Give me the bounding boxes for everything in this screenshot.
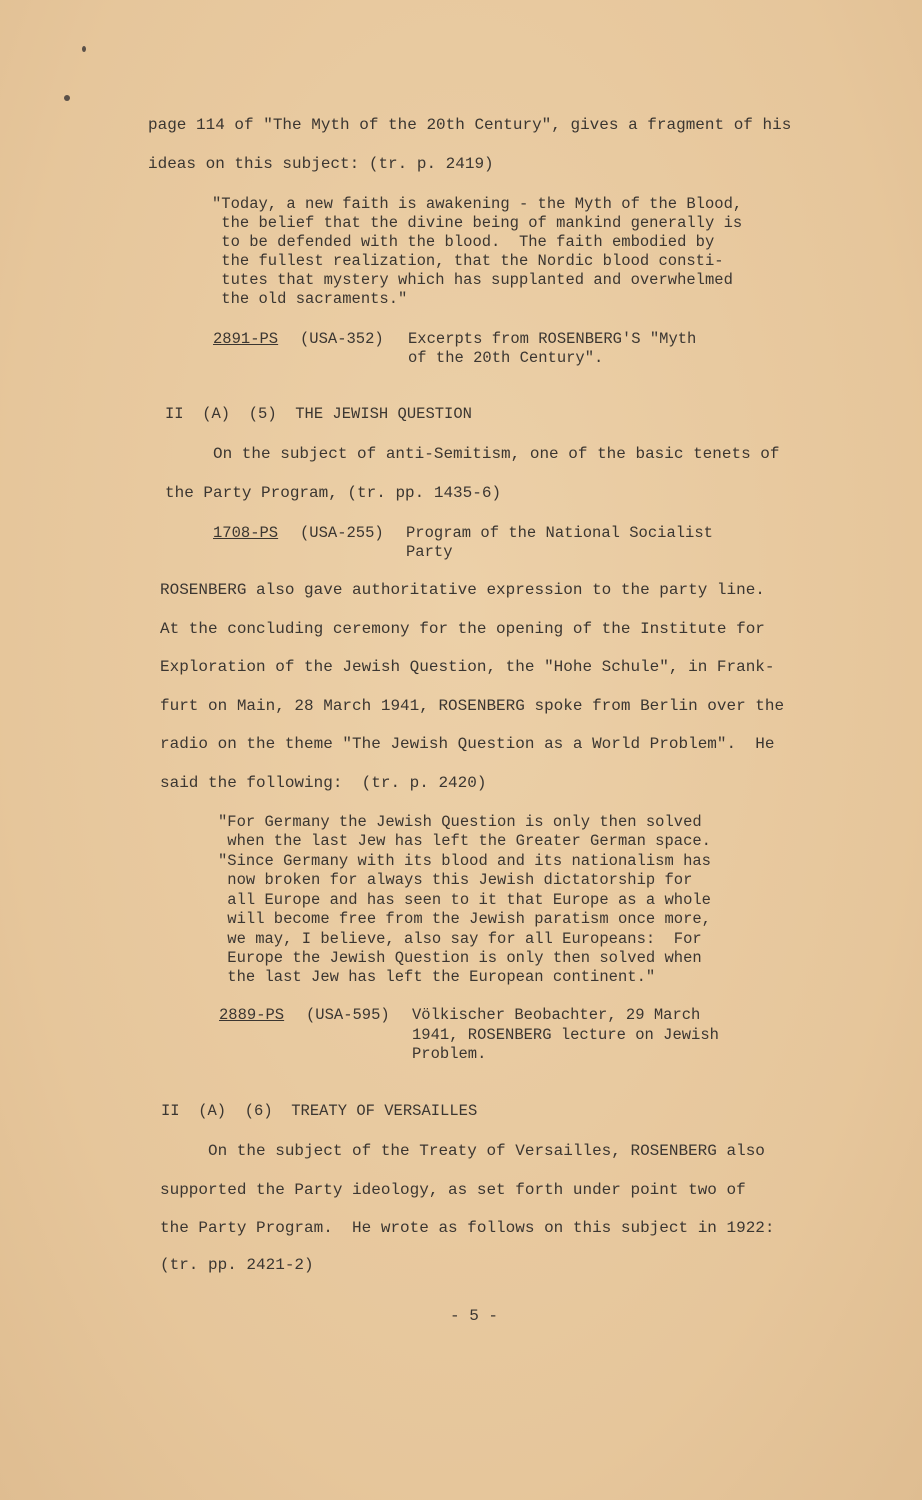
quote-line: "Since Germany with its blood and its nationalism has — [218, 852, 711, 870]
citation-text: Problem. — [412, 1045, 487, 1063]
quote-line: to be defended with the blood. The faith embodied by — [212, 233, 715, 251]
quote-line: now broken for always this Jewish dictatorship for — [218, 871, 693, 889]
exhibit-number: (USA-352) — [300, 330, 384, 348]
paragraph-line: radio on the theme "The Jewish Question as a World Problem". He — [160, 735, 775, 753]
paragraph-line: the Party Program, (tr. pp. 1435-6) — [165, 484, 502, 502]
intro-line: ideas on this subject: (tr. p. 2419) — [148, 155, 494, 173]
citation-text: 1941, ROSENBERG lecture on Jewish — [412, 1026, 719, 1044]
quote-line: "For Germany the Jewish Question is only then solved — [218, 813, 702, 831]
citation-text: Party — [406, 543, 453, 561]
quote-line: the old sacraments." — [212, 290, 408, 308]
exhibit-number: (USA-595) — [306, 1006, 390, 1024]
quote-line: the fullest realization, that the Nordic blood consti- — [212, 252, 724, 270]
paragraph-line: supported the Party ideology, as set forth under point two of — [160, 1181, 746, 1199]
exhibit-number: (USA-255) — [300, 524, 384, 542]
ink-mark — [82, 46, 86, 52]
page-number: - 5 - — [450, 1307, 499, 1325]
paragraph-line: said the following: (tr. p. 2420) — [160, 774, 487, 792]
document-reference: 1708-PS — [213, 524, 279, 542]
paragraph-line: At the concluding ceremony for the opening of the Institute for — [160, 620, 765, 638]
citation-text: of the 20th Century". — [408, 349, 604, 367]
citation-text: Program of the National Socialist — [406, 524, 713, 542]
quote-line: will become free from the Jewish paratism once more, — [218, 910, 711, 928]
ink-mark — [64, 95, 70, 101]
paragraph-line: (tr. pp. 2421-2) — [160, 1256, 314, 1274]
paragraph-line: On the subject of anti-Semitism, one of the basic tenets of — [213, 445, 780, 463]
quote-line: tutes that mystery which has supplanted and overwhelmed — [212, 271, 733, 289]
section-heading: II (A) (6) TREATY OF VERSAILLES — [161, 1102, 478, 1120]
quote-line: the last Jew has left the European continent." — [218, 968, 656, 986]
paragraph-line: furt on Main, 28 March 1941, ROSENBERG spoke from Berlin over the — [160, 697, 785, 715]
paragraph-line: Exploration of the Jewish Question, the "Hohe Schule", in Frank- — [160, 658, 775, 676]
quote-line: when the last Jew has left the Greater German space. — [218, 832, 711, 850]
document-reference: 2889-PS — [219, 1006, 285, 1024]
section-heading: II (A) (5) THE JEWISH QUESTION — [165, 405, 472, 423]
quote-line: the belief that the divine being of mankind generally is — [212, 214, 743, 232]
intro-line: page 114 of "The Myth of the 20th Century", gives a fragment of his — [148, 116, 792, 134]
quote-line: all Europe and has seen to it that Europe as a whole — [218, 891, 711, 909]
paragraph-line: the Party Program. He wrote as follows on this subject in 1922: — [160, 1219, 775, 1237]
paragraph-line: On the subject of the Treaty of Versailles, ROSENBERG also — [208, 1142, 765, 1160]
document-reference: 2891-PS — [213, 330, 279, 348]
quote-line: Europe the Jewish Question is only then solved when — [218, 949, 702, 967]
paragraph-line: ROSENBERG also gave authoritative expression to the party line. — [160, 581, 765, 599]
quote-line: we may, I believe, also say for all Europeans: For — [218, 930, 702, 948]
citation-text: Excerpts from ROSENBERG'S "Myth — [408, 330, 697, 348]
quote-line: "Today, a new faith is awakening - the Myth of the Blood, — [212, 195, 743, 213]
citation-text: Völkischer Beobachter, 29 March — [412, 1006, 701, 1024]
